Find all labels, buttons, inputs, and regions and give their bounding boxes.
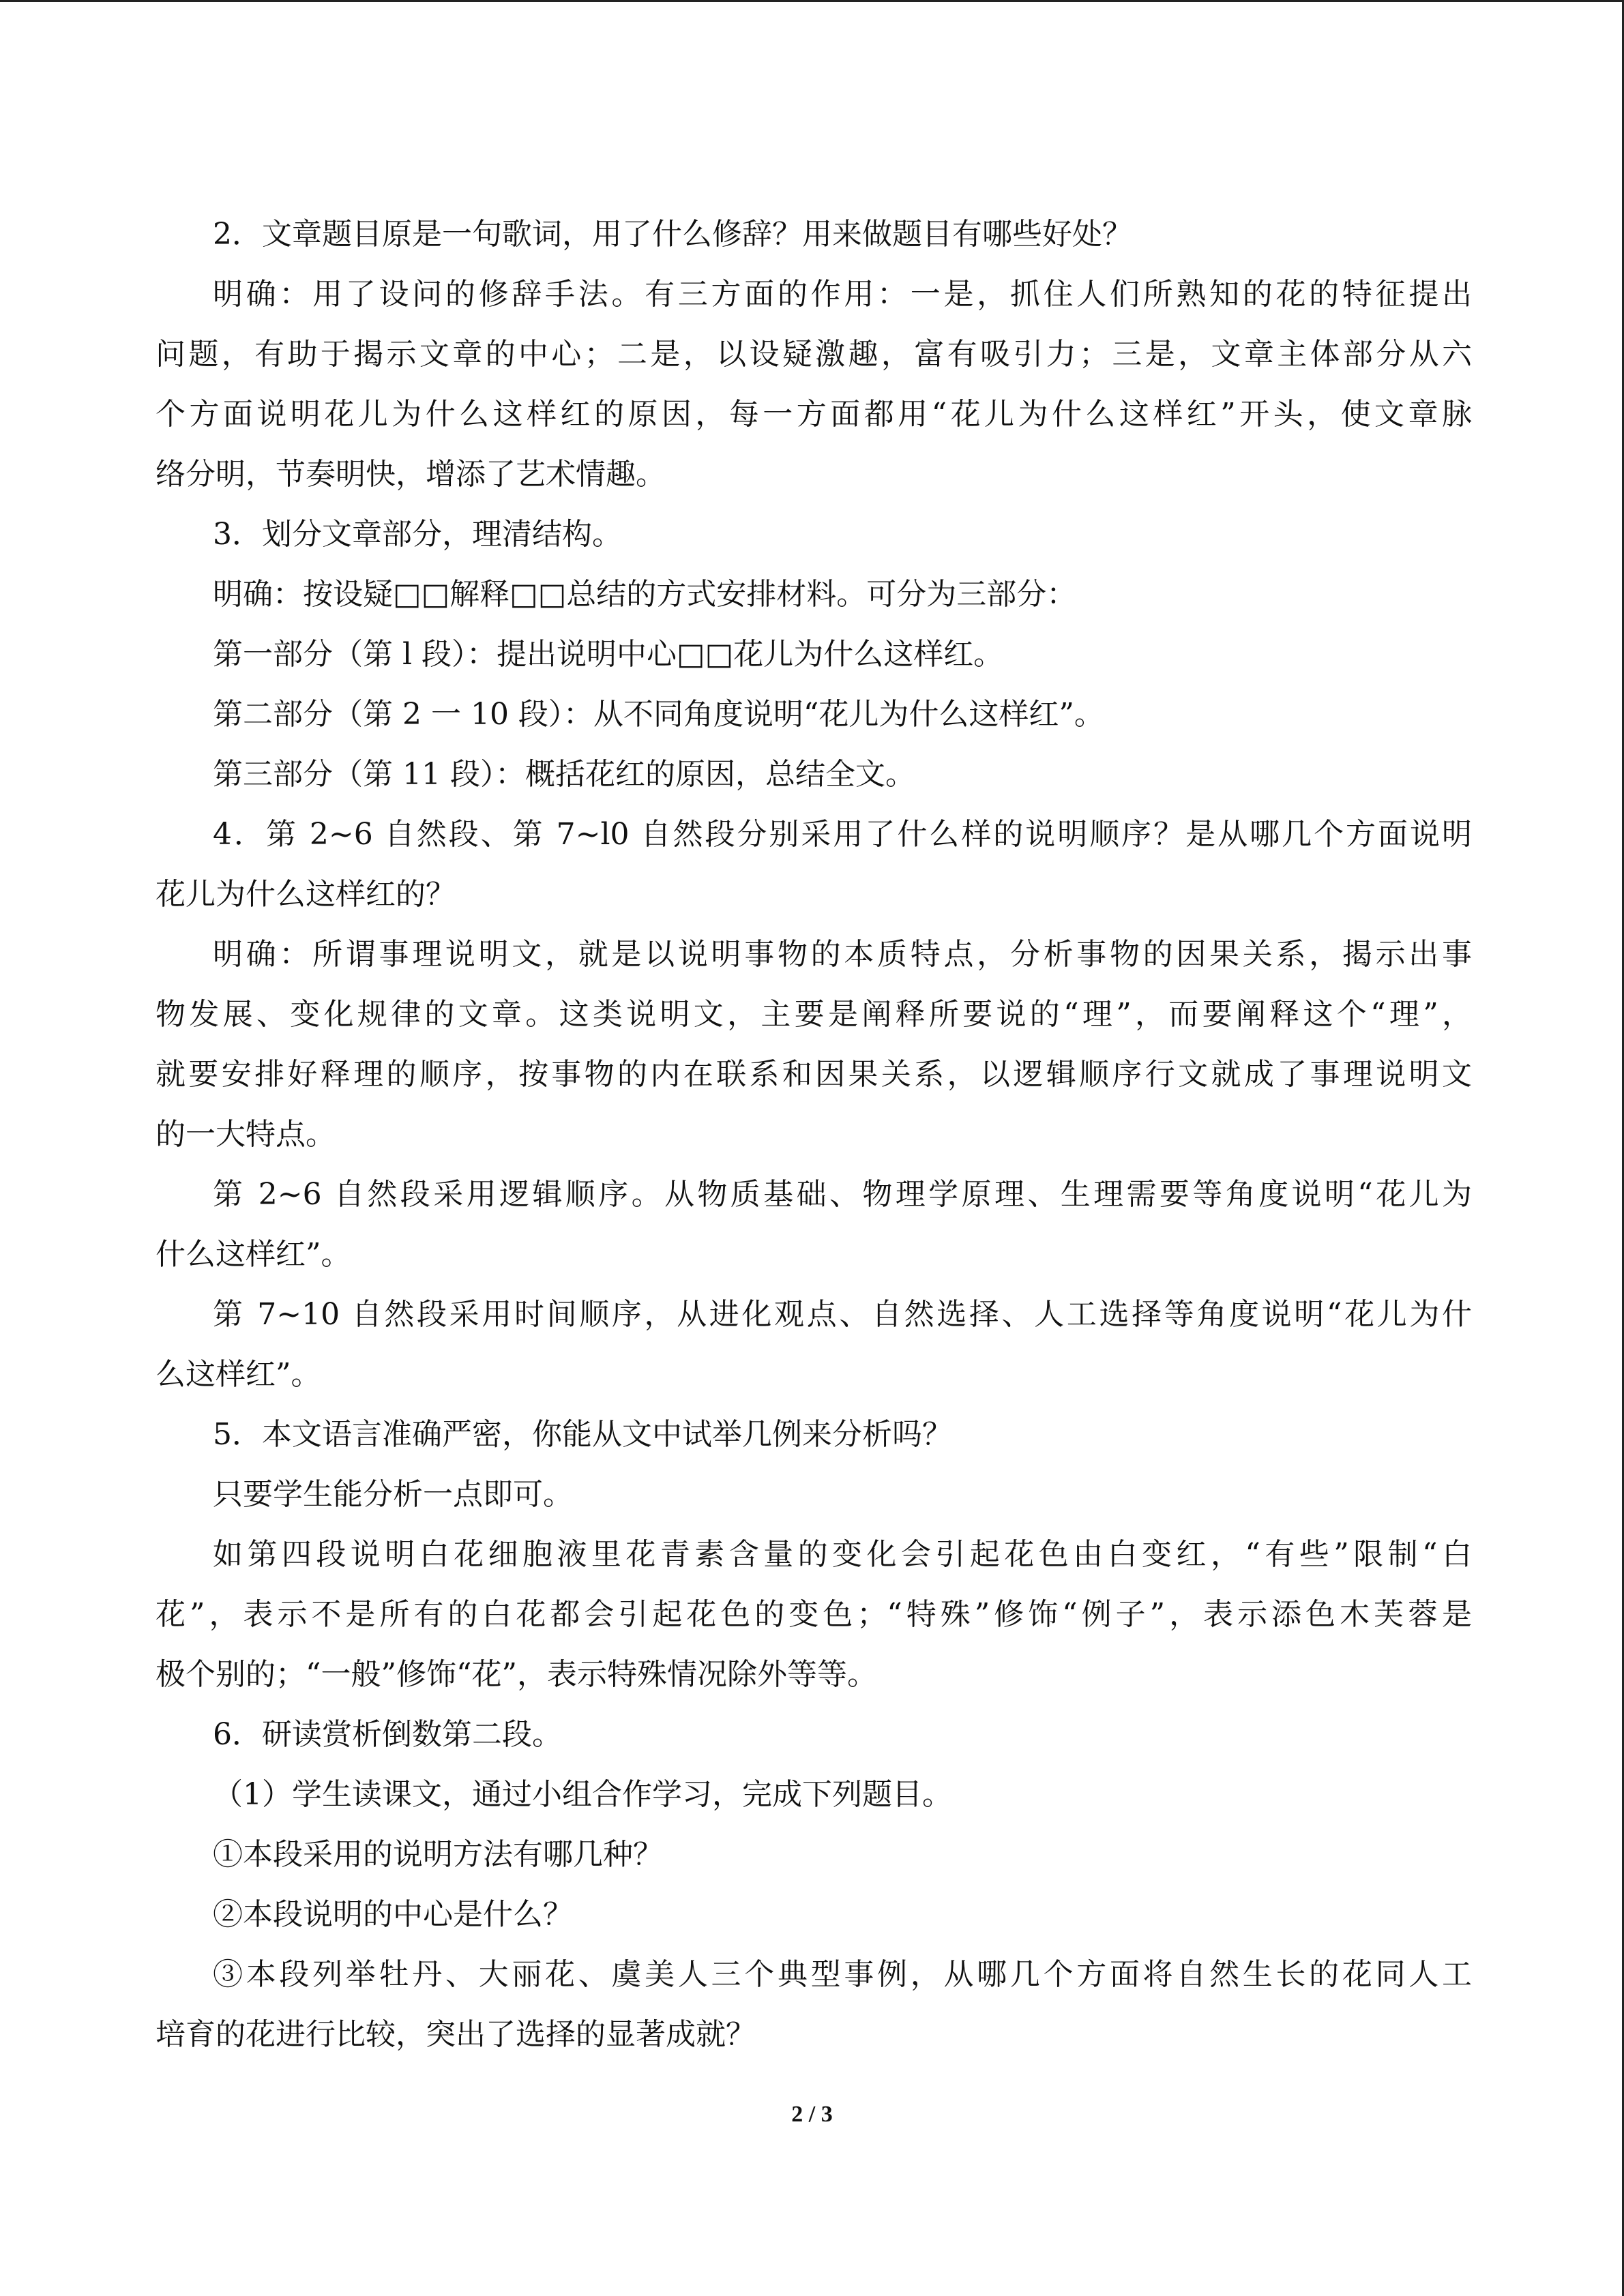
answer-4-line-4: 的一大特点。 <box>156 1117 336 1152</box>
page-top-border <box>0 0 1624 2</box>
answer-2-line-2: 问题，有助于揭示文章的中心；二是，以设疑激趣，富有吸引力；三是，文章主体部分从六 <box>156 337 1472 372</box>
page-number: 2 / 3 <box>791 2102 833 2127</box>
question-4-line-1: 4．第 2~6 自然段、第 7~l0 自然段分别采用了什么样的说明顺序？是从哪几个方面说明 <box>213 817 1472 852</box>
answer-4-para-2-line-2: 什么这样红”。 <box>156 1237 351 1272</box>
answer-3-part-3: 第三部分（第 11 段）：概括花红的原因，总结全文。 <box>213 757 915 792</box>
question-3: 3．划分文章部分，理清结构。 <box>213 517 622 552</box>
question-4-line-2: 花儿为什么这样红的？ <box>156 877 456 912</box>
question-5: 5．本文语言准确严密，你能从文中试举几例来分析吗？ <box>213 1417 952 1452</box>
answer-2-line-1: 明确：用了设问的修辞手法。有三方面的作用：一是，抓住人们所熟知的花的特征提出 <box>213 277 1472 312</box>
answer-3-line-1: 明确：按设疑□□解释□□总结的方式安排材料。可分为三部分： <box>213 577 1077 612</box>
question-6-item-3-line-1: ③本段列举牡丹、大丽花、虞美人三个典型事例，从哪几个方面将自然生长的花同人工 <box>213 1957 1472 1992</box>
answer-4-line-1: 明确：所谓事理说明文，就是以说明事物的本质特点，分析事物的因果关系，揭示出事 <box>213 937 1472 972</box>
answer-5-para-2-line-3: 极个别的；“一般”修饰“花”，表示特殊情况除外等等。 <box>156 1657 877 1692</box>
answer-5-para-2-line-1: 如第四段说明白花细胞液里花青素含量的变化会引起花色由白变红，“有些”限制“白 <box>213 1537 1472 1572</box>
answer-4-line-2: 物发展、变化规律的文章。这类说明文，主要是阐释所要说的“理”，而要阐释这个“理”， <box>156 997 1472 1032</box>
question-6-sub-1: （1）学生读课文，通过小组合作学习，完成下列题目。 <box>213 1777 952 1812</box>
document-body <box>156 205 1472 2065</box>
answer-5-line-1: 只要学生能分析一点即可。 <box>213 1477 573 1512</box>
answer-2-line-3: 个方面说明花儿为什么这样红的原因，每一方面都用“花儿为什么这样红”开头，使文章脉 <box>156 397 1472 432</box>
question-6-item-3-line-2: 培育的花进行比较，突出了选择的显著成就？ <box>156 2017 756 2052</box>
answer-4-para-3-line-2: 么这样红”。 <box>156 1357 321 1392</box>
answer-2-line-4: 络分明，节奏明快，增添了艺术情趣。 <box>156 457 666 492</box>
answer-4-line-3: 就要安排好释理的顺序，按事物的内在联系和因果关系，以逻辑顺序行文就成了事理说明文 <box>156 1057 1472 1092</box>
answer-3-part-2: 第二部分（第 2 一 10 段）：从不同角度说明“花儿为什么这样红”。 <box>213 697 1104 732</box>
answer-4-para-2-line-1: 第 2~6 自然段采用逻辑顺序。从物质基础、物理学原理、生理需要等角度说明“花儿为 <box>213 1177 1472 1212</box>
question-2: 2．文章题目原是一句歌词，用了什么修辞？用来做题目有哪些好处？ <box>213 217 1132 252</box>
question-6-item-1: ①本段采用的说明方法有哪几种？ <box>213 1837 663 1872</box>
answer-5-para-2-line-2: 花”，表示不是所有的白花都会引起花色的变色；“特殊”修饰“例子”，表示添色木芙蓉是 <box>156 1597 1472 1632</box>
question-6-item-2: ②本段说明的中心是什么？ <box>213 1897 573 1932</box>
answer-4-para-3-line-1: 第 7~10 自然段采用时间顺序，从进化观点、自然选择、人工选择等角度说明“花儿为什 <box>213 1297 1472 1332</box>
question-6: 6．研读赏析倒数第二段。 <box>213 1717 562 1752</box>
answer-3-part-1: 第一部分（第 l 段）：提出说明中心□□花儿为什么这样红。 <box>213 637 1004 672</box>
